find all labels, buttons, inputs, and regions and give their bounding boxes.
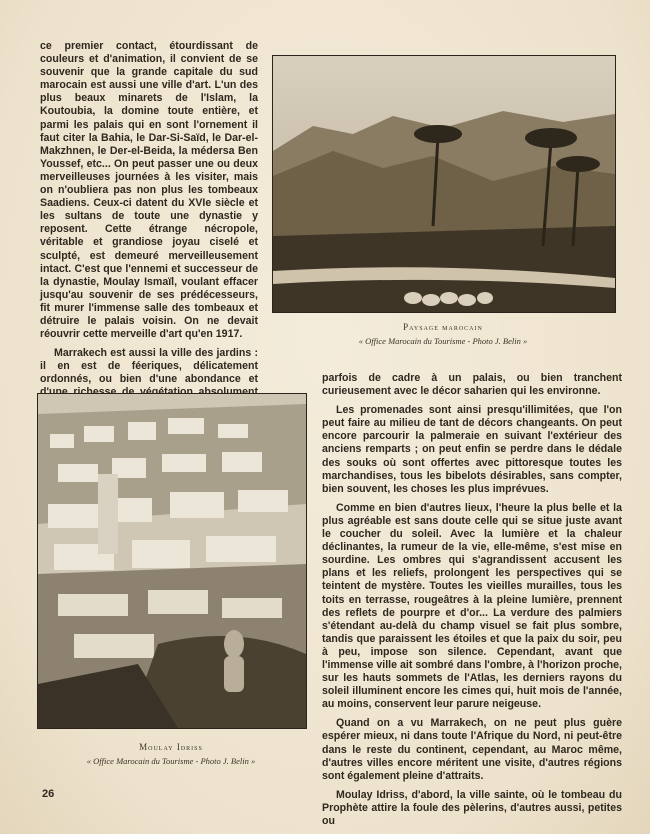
paragraph: Comme en bien d'autres lieux, l'heure la plus belle et la plus agréable est sans doute celle qui se situe juste avant le coucher du soleil. Avec la lumière et la chaleur déclinantes, la rumeur de la vie, elle-même, s'est mise en sourdine. Les ombres qui s'agrandissent accusent les plans et les reliefs, prolongent les perspectives qui se teintent de mystère. Toutes les vieilles murailles, tous les toits en terrasse, rougeâtres à la pleine lumière, prennent des reflets de pourpre et d'or... La verdure des palmiers s'étendant au-delà du champ visuel se fait plus sombre, tandis que paraissent les étoiles et que la paix du soir, peu à peu, impose son silence. Cependant, avant que l'immense ville ait sombré dans l'ombre, à l'horizon proche, sur les hauts sommets de l'Atlas, les derniers rayons du soleil illuminent encore les cimes qui, huit mois de l'année, au moins, conservent leur parure neigeuse. (322, 501, 622, 711)
caption-credit: « Office Marocain du Tourisme - Photo J. Belin » (86, 756, 256, 766)
left-column-text (40, 40, 258, 413)
town-photo (37, 393, 307, 729)
caption-title: Moulay Idriss (139, 742, 203, 752)
page-number: 26 (42, 788, 55, 800)
paragraph: Quand on a vu Marrakech, on ne peut plus guère espérer mieux, ni dans toute l'Afrique du Nord, ni peut-être dans le reste du continent, cependant, au Maroc même, d'autres villes encore méritent une visite, d'autres régions sont également pleine d'attraits. (322, 717, 622, 782)
landscape-photo (272, 55, 616, 313)
paragraph: Moulay Idriss, d'abord, la ville sainte, où le tombeau du Prophète attire la foule des pèlerins, d'autres aussi, petites ou (322, 788, 622, 827)
town-caption (37, 742, 305, 766)
caption-credit: « Office Marocain du Tourisme - Photo J. Belin » (358, 336, 528, 346)
paragraph: Les promenades sont ainsi presqu'illimitées, que l'on peut faire au milieu de tant de décors changeants. On peut encore parcourir la palmeraie en suivant l'extérieur des anciens remparts ; on peut enfin se perdre dans le dédale des souks où sont offertes avec pittoresque toutes les marchandises, tous les bibelots désirables, sans compter, bien souvent, les choses les plus imprévues. (322, 404, 622, 495)
right-column-text (322, 372, 622, 828)
paragraph: parfois de cadre à un palais, ou bien tranchent curieusement avec le décor saharien qui les environne. (322, 372, 622, 398)
caption-title: Paysage marocain (403, 322, 483, 332)
landscape-caption (272, 322, 614, 346)
paragraph: Marrakech est aussi la ville des jardins : il en est de féeriques, délicatement ordonnés, ou bien d'une abondance et (40, 347, 258, 386)
paragraph: ce premier contact, étourdissant de couleurs et d'animation, il convient de se souvenir que la grande capitale du sud marocain est aussi une ville d'art. L'un des plus beaux minarets de l'Islam, la Koutoubia, la domine toute entière, et parmi les palais qui en sont l'ornement il faut citer la Bahia, le Dar-Si-Saïd, le Dar-el-Makzhnen, le Der-el-Beida, la médersa Ben Youssef, etc... On peut passer une ou deux merveilleuses journées à les visiter, mais on n'oubliera pas non plus les tombeaux Saadiens. Ceux-ci datent du XVIe siècle et les sultans de toute une dynastie y reposent. Cette étrange nécropole, véritable et grandiose joyau ciselé et sculpté, est demeuré merveilleusement intact. C'est que l'ennemi et successeur de la dynastie, Moulay Ismaïl, voulant effacer jusqu'au souvenir de ses prédécesseurs, fit murer l'immense salle des tombeaux et détruire le palais voisin. On ne devait réouvrir cette merveille d'art qu'en 1917. (40, 40, 258, 341)
